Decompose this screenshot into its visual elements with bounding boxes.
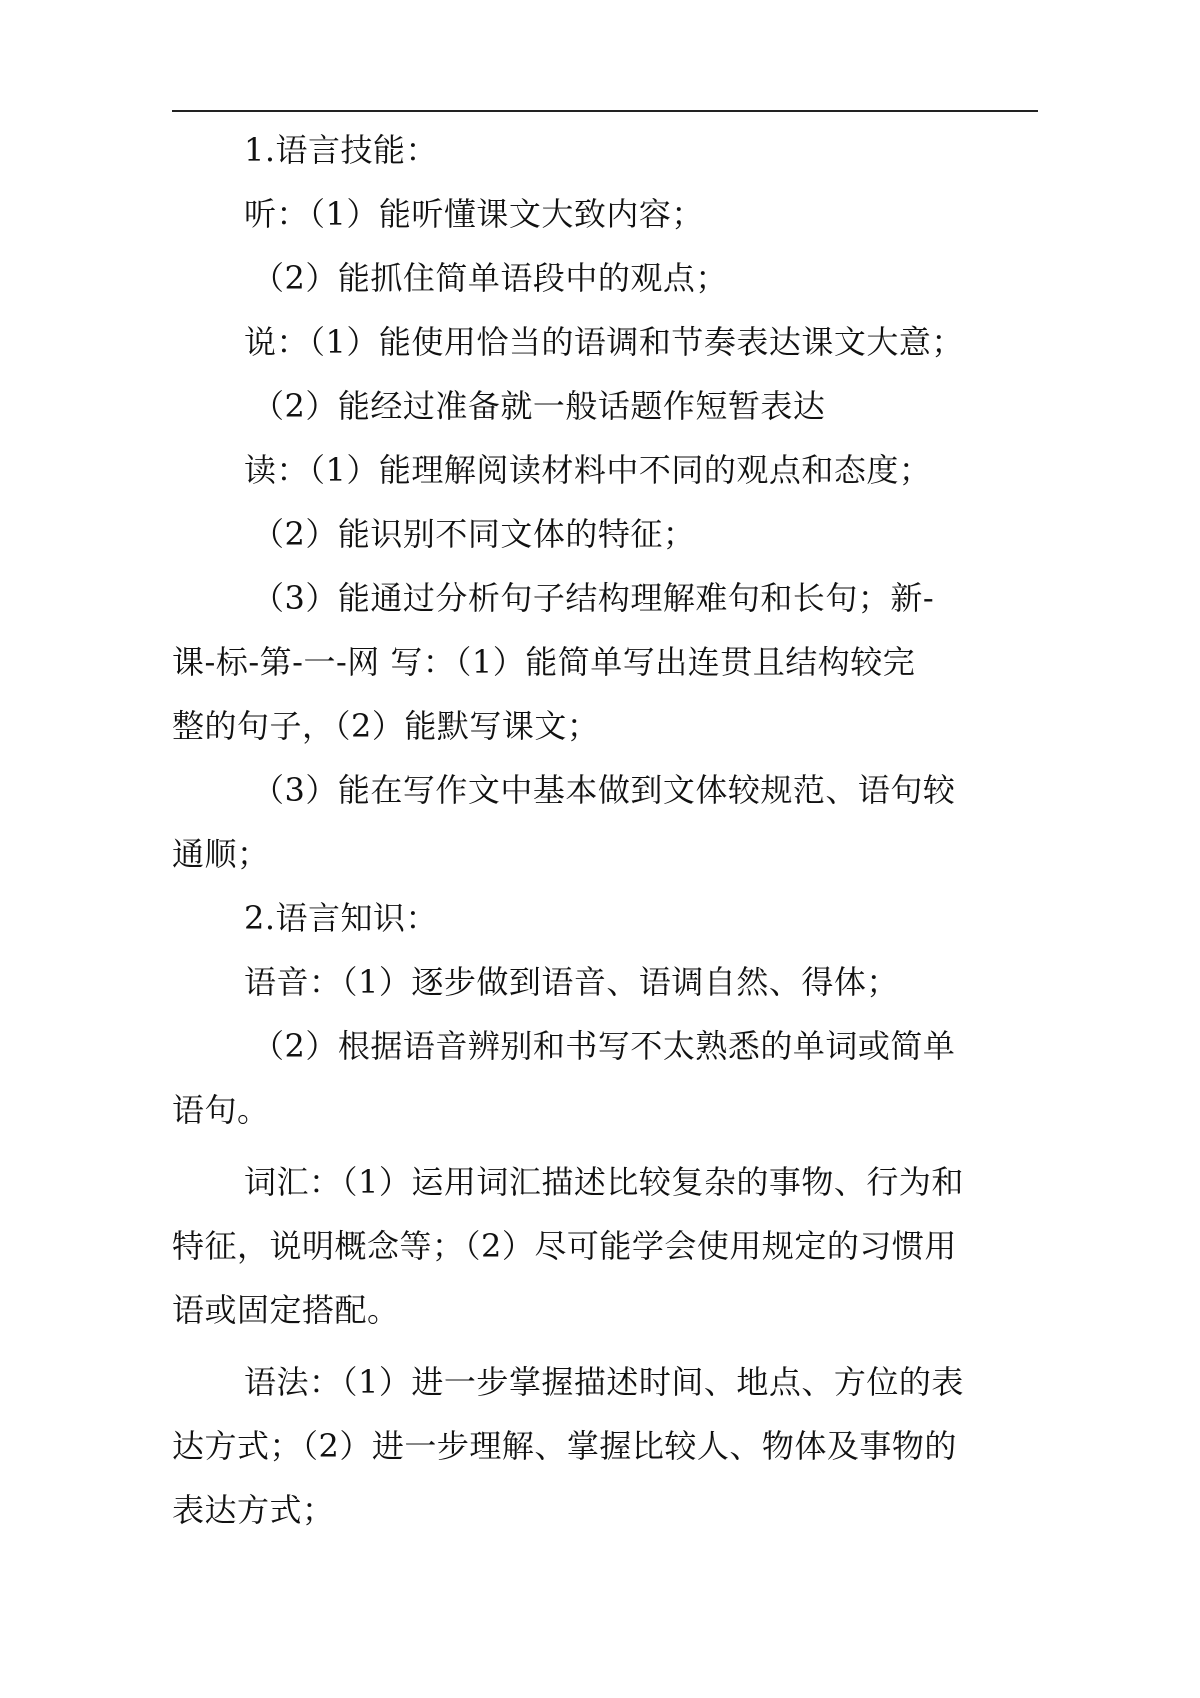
vocabulary-item-cont-2: 语或固定搭配。 xyxy=(172,1291,400,1329)
listening-item-1: 听：（1）能听懂课文大致内容； xyxy=(244,195,704,233)
section-heading-language-knowledge: 2.语言知识： xyxy=(244,899,439,937)
grammar-item-cont-2: 表达方式； xyxy=(172,1491,335,1529)
vocabulary-item-cont-1: 特征，说明概念等；（2）尽可能学会使用规定的习惯用 xyxy=(172,1227,957,1265)
header-rule xyxy=(172,110,1038,112)
writing-item-3: （3）能在写作文中基本做到文体较规范、语句较 xyxy=(252,771,956,809)
section-heading-language-skills: 1.语言技能： xyxy=(244,131,439,169)
grammar-item-cont-1: 达方式；（2）进一步理解、掌握比较人、物体及事物的 xyxy=(172,1427,957,1465)
speaking-item-2: （2）能经过准备就一般话题作短暂表达 xyxy=(252,387,826,425)
writing-item-1-cont: 整的句子，（2）能默写课文； xyxy=(172,707,600,745)
reading-item-1: 读：（1）能理解阅读材料中不同的观点和态度； xyxy=(244,451,932,489)
vocabulary-item-1: 词汇：（1）运用词汇描述比较复杂的事物、行为和 xyxy=(244,1163,964,1201)
pronunciation-item-2-cont: 语句。 xyxy=(172,1091,270,1129)
reading-item-3: （3）能通过分析句子结构理解难句和长句；新- xyxy=(252,579,935,617)
paragraph-gap xyxy=(172,1142,1038,1150)
document-body xyxy=(172,118,1038,1542)
speaking-item-1: 说：（1）能使用恰当的语调和节奏表达课文大意； xyxy=(244,323,964,361)
pronunciation-item-2: （2）根据语音辨别和书写不太熟悉的单词或简单 xyxy=(252,1027,956,1065)
pronunciation-item-1: 语音：（1）逐步做到语音、语调自然、得体； xyxy=(244,963,899,1001)
writing-item-1: 课-标-第-一-网 写：（1）能简单写出连贯且结构较完 xyxy=(172,643,916,681)
writing-item-3-cont: 通顺； xyxy=(172,835,270,873)
listening-item-2: （2）能抓住简单语段中的观点； xyxy=(252,259,728,297)
reading-item-2: （2）能识别不同文体的特征； xyxy=(252,515,696,553)
grammar-item-1: 语法：（1）进一步掌握描述时间、地点、方位的表 xyxy=(244,1363,964,1401)
paragraph-gap xyxy=(172,1342,1038,1350)
